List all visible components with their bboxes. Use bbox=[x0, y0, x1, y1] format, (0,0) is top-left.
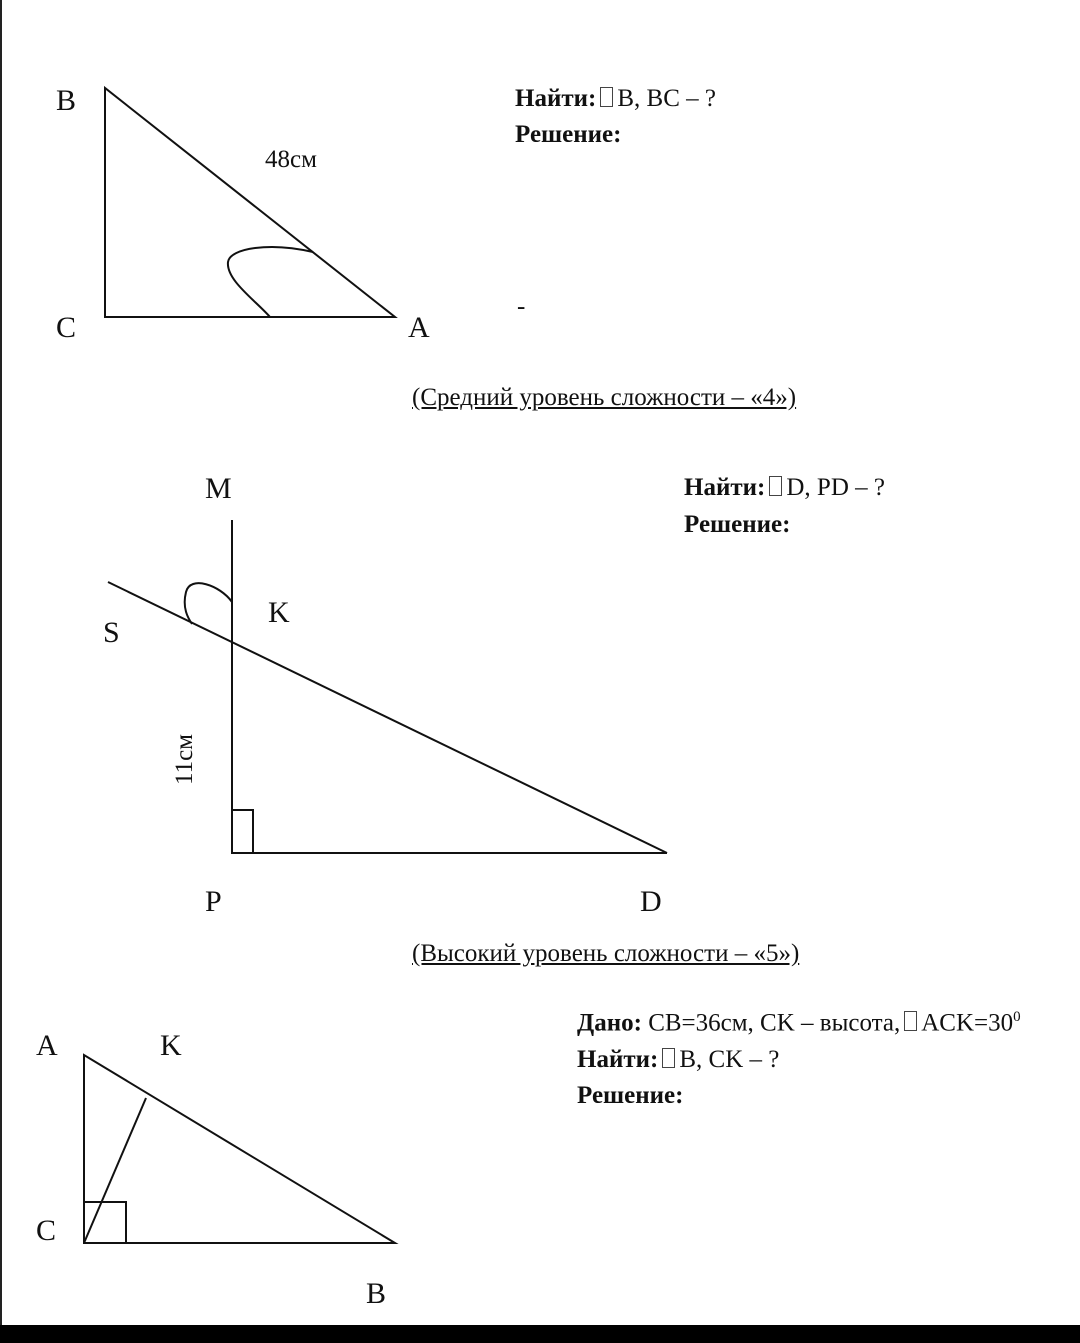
label-s: S bbox=[103, 616, 120, 649]
triangle-acb bbox=[84, 1055, 395, 1243]
solution-label-2: Решение: bbox=[684, 511, 791, 538]
angle-arc-a bbox=[228, 247, 313, 317]
right-angle-mark-p bbox=[232, 810, 253, 853]
stray-dash: - bbox=[517, 293, 526, 320]
label-m: M bbox=[205, 472, 232, 505]
degree-mark: 0 bbox=[1013, 1009, 1021, 1025]
find-text: D, PD – ? bbox=[786, 474, 885, 501]
find-label: Найти: bbox=[577, 1046, 659, 1073]
given-line bbox=[577, 1008, 1021, 1038]
altitude-ck bbox=[84, 1098, 146, 1243]
angle-symbol-icon bbox=[769, 476, 782, 496]
triangle-bca bbox=[105, 88, 395, 317]
level-title-medium: (Средний уровень сложности – «4») bbox=[412, 384, 797, 411]
label-c: C bbox=[56, 311, 77, 344]
label-k: K bbox=[160, 1029, 182, 1062]
given-text: CB=36см, CK – высота, bbox=[648, 1009, 901, 1037]
label-a: A bbox=[36, 1029, 58, 1062]
angle-arc-k bbox=[185, 583, 232, 624]
given-label: Дано: bbox=[577, 1009, 642, 1037]
find-label: Найти: bbox=[515, 85, 597, 112]
solution-label-1: Решение: bbox=[515, 121, 622, 148]
find-text: B, CK – ? bbox=[679, 1046, 780, 1073]
find-line-2 bbox=[684, 473, 885, 503]
level-title-high: (Высокий уровень сложности – «5») bbox=[412, 940, 800, 967]
bottom-bar bbox=[0, 1325, 1080, 1343]
given-angle: ACK=30 bbox=[921, 1009, 1014, 1037]
label-k: K bbox=[268, 596, 290, 629]
label-a: A bbox=[408, 311, 430, 344]
label-b: B bbox=[366, 1277, 387, 1310]
label-p: P bbox=[205, 885, 222, 918]
side-length-label: 48см bbox=[265, 146, 317, 173]
right-angle-mark-c bbox=[84, 1202, 126, 1243]
side-length-label-vertical bbox=[170, 734, 200, 785]
find-line-3 bbox=[577, 1045, 779, 1075]
find-line-1 bbox=[515, 84, 716, 114]
solution-label-3: Решение: bbox=[577, 1082, 684, 1109]
find-text: B, BC – ? bbox=[617, 85, 716, 112]
angle-symbol-icon bbox=[904, 1011, 917, 1031]
label-b: B bbox=[56, 84, 77, 117]
label-c: C bbox=[36, 1214, 57, 1247]
find-label: Найти: bbox=[684, 474, 766, 501]
side-length-text: 11см bbox=[171, 734, 198, 785]
angle-symbol-icon bbox=[600, 87, 613, 107]
angle-symbol-icon bbox=[662, 1048, 675, 1068]
label-d: D bbox=[640, 885, 662, 918]
